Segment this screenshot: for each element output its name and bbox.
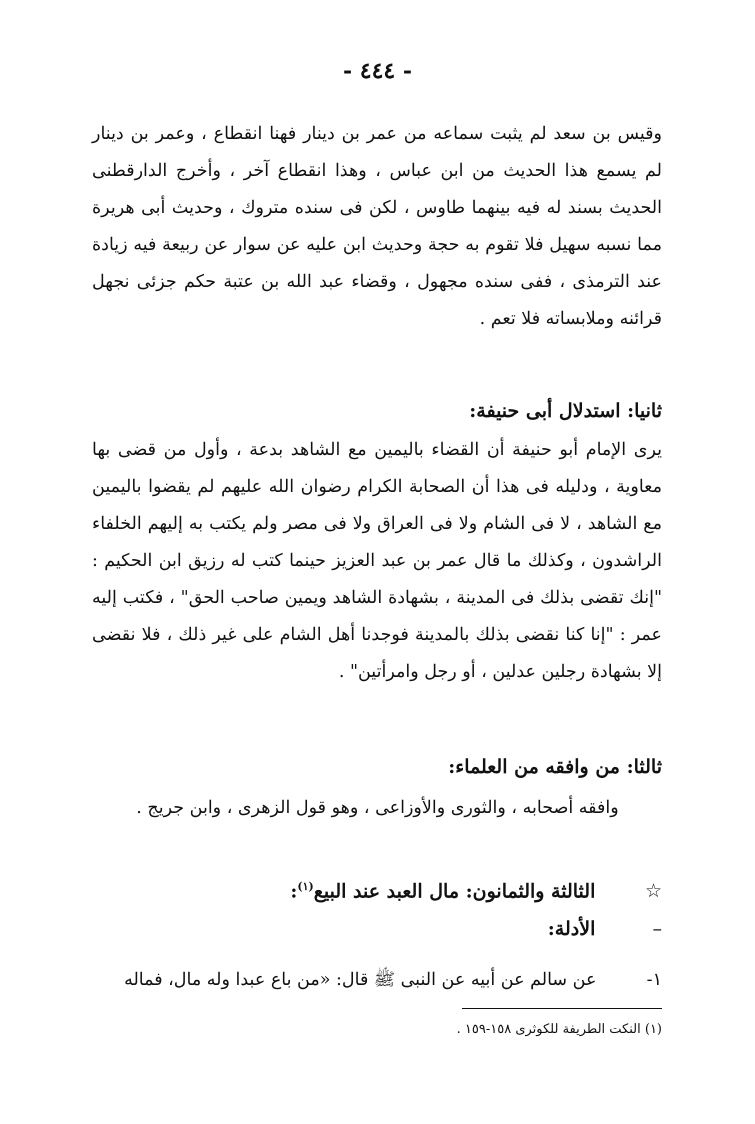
section-2-heading (92, 396, 662, 426)
section-2-paragraph: يرى الإمام أبو حنيفة أن القضاء باليمين مع الشاهد بدعة ، وأول من قضى بها معاوية ، ودليله فى هذا أن الصحابة الكرام رضوان الله عليهم لم يقضوا باليمين مع الشاهد ، لا فى الشام ولا فى العراق ولا فى مصر ولم يكتب به إليهم الخلفاء الراشدون ، وكذلك ما قال عمر بن عبد العزيز حينما كتب له رزيق ابن الحكيم : "إنك تقضى بذلك فى المدينة ، بشهادة الشاهد ويمين صاحب الحق" ، فكتب إليه عمر : "إنا كنا نقضى بذلك بالمدينة فوجدنا أهل الشام على غير ذلك ، فلا نقضى إلا بشهادة رجلين عدلين ، أو رجل وامرأتين" . (92, 440, 662, 682)
numbered-item-text: عن سالم عن أبيه عن النبى ﷺ قال: «من باع عبدا وله مال، فماله (124, 970, 597, 990)
section-4-heading-end: : (290, 880, 298, 903)
section-3-heading-lead: ثالثا: (626, 756, 662, 778)
section-2-heading-lead: ثانيا: (627, 400, 662, 422)
section-3-line: وافقه أصحابه ، والثورى والأوزاعى ، وهو قول الزهرى ، وابن جريج . (136, 798, 619, 818)
section-4-heading (92, 872, 662, 906)
section-4-heading-text: الثالثة والثمانون: مال العبد عند البيع (313, 880, 596, 903)
star-icon: ☆ (644, 880, 662, 903)
dash-marker: – (652, 918, 662, 940)
footnote-reference: (١) (297, 880, 314, 893)
paragraph-1 (92, 116, 662, 338)
numbered-item-number: ١- (646, 970, 662, 990)
section-3-heading (92, 752, 662, 782)
paragraph-1-text: وقيس بن سعد لم يثبت سماعه من عمر بن دينار فهنا انقطاع ، وعمر بن دينار لم يسمع هذا الحديث من ابن عباس ، وهذا انقطاع آخر ، وأخرج الدارقطنى الحديث بسند له فيه بينهما طاوس ، لكن فى سنده متروك ، وحديث أبى هريرة مما نسبه سهيل فلا تقوم به حجة وحديث ابن عليه عن سوار عن ربيعة فيه زيادة عند الترمذى ، ففى سنده مجهول ، وقضاء عبد الله بن عتبة حكم جزئى نجهل قرائنه وملابساته فلا تعم . (92, 124, 662, 329)
numbered-item (92, 965, 662, 995)
footnote: (١) النكت الطريفة للكوثرى ١٥٨-١٥٩ . (456, 1022, 662, 1037)
section-2 (92, 396, 662, 691)
page-number: - ٤٤٤ - (342, 58, 413, 84)
section-2-heading-text: استدلال أبى حنيفة: (469, 400, 621, 422)
section-5-heading (92, 914, 662, 944)
footnote-divider (462, 1008, 662, 1009)
section-3 (92, 752, 662, 782)
section-5-heading-text: الأدلة: (547, 918, 596, 940)
section-3-heading-text: من وافقه من العلماء: (448, 756, 620, 778)
